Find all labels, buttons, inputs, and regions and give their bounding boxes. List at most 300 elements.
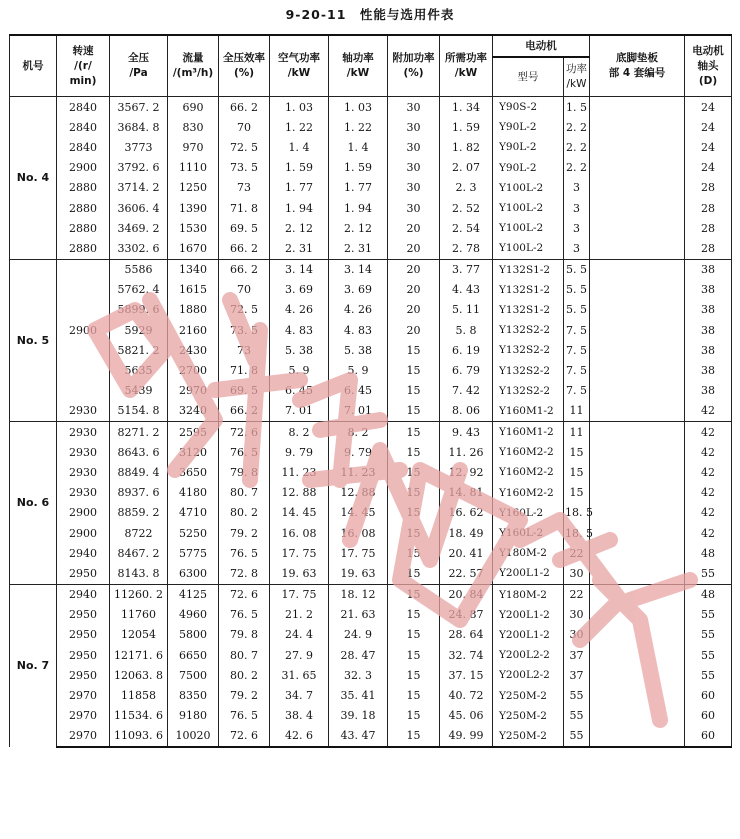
- cell-air: 27. 9: [270, 645, 329, 665]
- cell-eff: 66. 2: [219, 97, 270, 118]
- cell-shaft: 28. 47: [329, 645, 388, 665]
- cell-shaft-d: 60: [685, 685, 732, 705]
- cell-model: Y200L1-2: [493, 625, 564, 645]
- cell-eff: 80. 2: [219, 665, 270, 685]
- cell-flow: 6650: [168, 645, 219, 665]
- cell-speed: 2840: [57, 97, 110, 118]
- cell-shaft-d: 28: [685, 178, 732, 198]
- cell-model: Y160M1-2: [493, 422, 564, 443]
- cell-eff: 66. 2: [219, 259, 270, 280]
- performance-table: [9, 34, 732, 748]
- cell-base: [590, 381, 685, 401]
- cell-req: 1. 34: [440, 97, 493, 118]
- cell-air: 5. 9: [270, 360, 329, 380]
- table-row: [10, 259, 732, 280]
- table-row: [10, 706, 732, 726]
- cell-extra: 15: [388, 523, 440, 543]
- cell-speed: 2950: [57, 605, 110, 625]
- table-row: [10, 645, 732, 665]
- cell-pressure: 8643. 6: [110, 442, 168, 462]
- cell-base: [590, 665, 685, 685]
- cell-flow: 4180: [168, 483, 219, 503]
- cell-eff: 66. 2: [219, 238, 270, 259]
- cell-shaft-d: 55: [685, 665, 732, 685]
- cell-extra: 15: [388, 665, 440, 685]
- cell-shaft-d: 42: [685, 523, 732, 543]
- cell-mpower: 55: [564, 706, 590, 726]
- cell-req: 37. 15: [440, 665, 493, 685]
- cell-base: [590, 238, 685, 259]
- table-row: [10, 97, 732, 118]
- cell-shaft-d: 42: [685, 503, 732, 523]
- cell-model: Y90S-2: [493, 97, 564, 118]
- cell-pressure: 8271. 2: [110, 422, 168, 443]
- cell-req: 4. 43: [440, 280, 493, 300]
- cell-pressure: 3714. 2: [110, 178, 168, 198]
- cell-shaft-d: 48: [685, 584, 732, 605]
- cell-mpower: 55: [564, 726, 590, 747]
- cell-model: Y160L-2: [493, 523, 564, 543]
- cell-mpower: 37: [564, 645, 590, 665]
- cell-req: 28. 64: [440, 625, 493, 645]
- cell-flow: 5800: [168, 625, 219, 645]
- cell-speed: [57, 259, 110, 280]
- cell-shaft: 43. 47: [329, 726, 388, 747]
- header-base-plate: 底脚垫板 部 4 套编号: [590, 35, 685, 97]
- table-row: [10, 605, 732, 625]
- cell-air: 8. 2: [270, 422, 329, 443]
- cell-speed: [57, 381, 110, 401]
- cell-air: 12. 88: [270, 483, 329, 503]
- table-row: [10, 340, 732, 360]
- cell-mpower: 18. 5: [564, 523, 590, 543]
- cell-mpower: 30: [564, 605, 590, 625]
- cell-pressure: 3606. 4: [110, 198, 168, 218]
- group-3: [10, 422, 732, 585]
- cell-extra: 30: [388, 117, 440, 137]
- cell-base: [590, 360, 685, 380]
- cell-base: [590, 137, 685, 157]
- cell-flow: 1340: [168, 259, 219, 280]
- cell-air: 3. 14: [270, 259, 329, 280]
- group-4: [10, 584, 732, 747]
- cell-speed: 2950: [57, 645, 110, 665]
- cell-air: 16. 08: [270, 523, 329, 543]
- cell-req: 12. 92: [440, 462, 493, 482]
- cell-eff: 76. 5: [219, 706, 270, 726]
- cell-mpower: 5. 5: [564, 300, 590, 320]
- cell-model: Y200L2-2: [493, 645, 564, 665]
- cell-shaft-d: 38: [685, 340, 732, 360]
- cell-extra: 15: [388, 340, 440, 360]
- cell-shaft: 4. 26: [329, 300, 388, 320]
- cell-air: 9. 79: [270, 442, 329, 462]
- cell-flow: 2700: [168, 360, 219, 380]
- cell-shaft: 16. 08: [329, 523, 388, 543]
- header-efficiency: 全压效率 (%): [219, 35, 270, 97]
- cell-extra: 15: [388, 543, 440, 563]
- cell-eff: 72. 8: [219, 563, 270, 584]
- cell-base: [590, 625, 685, 645]
- cell-flow: 690: [168, 97, 219, 118]
- cell-req: 2. 54: [440, 218, 493, 238]
- cell-eff: 79. 2: [219, 523, 270, 543]
- table-row: [10, 685, 732, 705]
- cell-req: 16. 62: [440, 503, 493, 523]
- cell-speed: [57, 360, 110, 380]
- cell-eff: 76. 5: [219, 442, 270, 462]
- cell-eff: 69. 5: [219, 381, 270, 401]
- cell-model: Y180M-2: [493, 584, 564, 605]
- cell-air: 38. 4: [270, 706, 329, 726]
- cell-req: 5. 11: [440, 300, 493, 320]
- cell-pressure: 3469. 2: [110, 218, 168, 238]
- cell-shaft: 11. 23: [329, 462, 388, 482]
- cell-mpower: 37: [564, 665, 590, 685]
- cell-base: [590, 563, 685, 584]
- cell-mpower: 7. 5: [564, 360, 590, 380]
- cell-air: 24. 4: [270, 625, 329, 645]
- cell-shaft: 1. 94: [329, 198, 388, 218]
- cell-air: 1. 4: [270, 137, 329, 157]
- cell-req: 6. 79: [440, 360, 493, 380]
- cell-shaft: 8. 2: [329, 422, 388, 443]
- cell-shaft: 6. 45: [329, 381, 388, 401]
- cell-model: Y132S1-2: [493, 300, 564, 320]
- header-extra-power: 附加功率 (%): [388, 35, 440, 97]
- cell-req: 24. 87: [440, 605, 493, 625]
- cell-model: Y160M2-2: [493, 462, 564, 482]
- cell-air: 4. 83: [270, 320, 329, 340]
- cell-eff: 79. 8: [219, 625, 270, 645]
- cell-req: 2. 07: [440, 158, 493, 178]
- cell-base: [590, 706, 685, 726]
- cell-extra: 20: [388, 300, 440, 320]
- cell-shaft-d: 60: [685, 726, 732, 747]
- cell-base: [590, 300, 685, 320]
- cell-air: 19. 63: [270, 563, 329, 584]
- table-row: [10, 198, 732, 218]
- header-air-power: 空气功率 /kW: [270, 35, 329, 97]
- cell-shaft-d: 60: [685, 706, 732, 726]
- cell-req: 45. 06: [440, 706, 493, 726]
- table-row: [10, 300, 732, 320]
- table-row: [10, 117, 732, 137]
- cell-extra: 15: [388, 360, 440, 380]
- header-required-power: 所需功率 /kW: [440, 35, 493, 97]
- cell-model: Y90L-2: [493, 137, 564, 157]
- cell-pressure: 11093. 6: [110, 726, 168, 747]
- cell-pressure: 3567. 2: [110, 97, 168, 118]
- cell-model: Y132S2-2: [493, 360, 564, 380]
- cell-flow: 7500: [168, 665, 219, 685]
- cell-eff: 70: [219, 117, 270, 137]
- cell-speed: 2880: [57, 218, 110, 238]
- cell-air: 2. 31: [270, 238, 329, 259]
- cell-shaft-d: 38: [685, 360, 732, 380]
- cell-speed: [57, 340, 110, 360]
- table-row: [10, 503, 732, 523]
- cell-model: Y250M-2: [493, 685, 564, 705]
- cell-model: Y132S2-2: [493, 340, 564, 360]
- cell-shaft: 18. 12: [329, 584, 388, 605]
- cell-req: 5. 8: [440, 320, 493, 340]
- cell-shaft-d: 38: [685, 320, 732, 340]
- cell-model: Y160L-2: [493, 503, 564, 523]
- cell-mpower: 2. 2: [564, 158, 590, 178]
- cell-pressure: 5762. 4: [110, 280, 168, 300]
- cell-speed: 2950: [57, 563, 110, 584]
- cell-shaft-d: 55: [685, 645, 732, 665]
- cell-model: Y200L1-2: [493, 605, 564, 625]
- cell-pressure: 5899. 6: [110, 300, 168, 320]
- cell-base: [590, 401, 685, 422]
- cell-shaft: 24. 9: [329, 625, 388, 645]
- cell-speed: 2900: [57, 158, 110, 178]
- cell-speed: [57, 280, 110, 300]
- cell-flow: 3120: [168, 442, 219, 462]
- cell-air: 34. 7: [270, 685, 329, 705]
- cell-speed: 2940: [57, 584, 110, 605]
- cell-mpower: 2. 2: [564, 117, 590, 137]
- cell-mpower: 15: [564, 483, 590, 503]
- cell-extra: 15: [388, 584, 440, 605]
- cell-shaft-d: 28: [685, 238, 732, 259]
- cell-model: Y200L1-2: [493, 563, 564, 584]
- cell-extra: 15: [388, 685, 440, 705]
- cell-extra: 30: [388, 178, 440, 198]
- cell-speed: 2840: [57, 137, 110, 157]
- table-row: [10, 523, 732, 543]
- cell-pressure: 3302. 6: [110, 238, 168, 259]
- cell-base: [590, 158, 685, 178]
- machine-no-cell: No. 7: [10, 584, 57, 747]
- table-row: [10, 218, 732, 238]
- cell-flow: 4710: [168, 503, 219, 523]
- cell-extra: 15: [388, 401, 440, 422]
- cell-mpower: 22: [564, 543, 590, 563]
- cell-extra: 15: [388, 605, 440, 625]
- cell-pressure: 8467. 2: [110, 543, 168, 563]
- cell-shaft: 1. 59: [329, 158, 388, 178]
- cell-flow: 1530: [168, 218, 219, 238]
- cell-base: [590, 584, 685, 605]
- cell-eff: 79. 2: [219, 685, 270, 705]
- cell-flow: 4960: [168, 605, 219, 625]
- cell-pressure: 11858: [110, 685, 168, 705]
- cell-mpower: 7. 5: [564, 340, 590, 360]
- cell-pressure: 8937. 6: [110, 483, 168, 503]
- cell-eff: 71. 8: [219, 198, 270, 218]
- cell-shaft-d: 42: [685, 483, 732, 503]
- cell-air: 4. 26: [270, 300, 329, 320]
- cell-air: 31. 65: [270, 665, 329, 685]
- table-row: [10, 238, 732, 259]
- cell-extra: 20: [388, 280, 440, 300]
- cell-base: [590, 483, 685, 503]
- cell-air: 21. 2: [270, 605, 329, 625]
- cell-base: [590, 543, 685, 563]
- cell-eff: 72. 6: [219, 422, 270, 443]
- table-row: [10, 280, 732, 300]
- cell-shaft-d: 38: [685, 300, 732, 320]
- cell-speed: 2900: [57, 503, 110, 523]
- cell-eff: 80. 7: [219, 483, 270, 503]
- cell-air: 17. 75: [270, 584, 329, 605]
- cell-shaft-d: 24: [685, 137, 732, 157]
- table-row: [10, 726, 732, 747]
- group-2: [10, 259, 732, 422]
- cell-extra: 15: [388, 503, 440, 523]
- cell-pressure: 5929: [110, 320, 168, 340]
- header-motor-model: 型号: [493, 57, 564, 97]
- cell-req: 2. 3: [440, 178, 493, 198]
- machine-no-cell: No. 6: [10, 422, 57, 585]
- cell-req: 20. 84: [440, 584, 493, 605]
- cell-pressure: 8859. 2: [110, 503, 168, 523]
- table-row: [10, 320, 732, 340]
- cell-pressure: 3684. 8: [110, 117, 168, 137]
- cell-extra: 15: [388, 381, 440, 401]
- cell-extra: 15: [388, 625, 440, 645]
- cell-base: [590, 280, 685, 300]
- table-row: [10, 381, 732, 401]
- cell-speed: 2840: [57, 117, 110, 137]
- cell-model: Y132S1-2: [493, 259, 564, 280]
- cell-mpower: 18. 5: [564, 503, 590, 523]
- cell-air: 5. 38: [270, 340, 329, 360]
- cell-pressure: 11760: [110, 605, 168, 625]
- cell-model: Y90L-2: [493, 158, 564, 178]
- cell-speed: 2930: [57, 401, 110, 422]
- cell-eff: 80. 2: [219, 503, 270, 523]
- cell-speed: 2930: [57, 422, 110, 443]
- table-header: [10, 35, 732, 97]
- cell-flow: 2970: [168, 381, 219, 401]
- cell-shaft: 4. 83: [329, 320, 388, 340]
- cell-req: 2. 52: [440, 198, 493, 218]
- cell-req: 2. 78: [440, 238, 493, 259]
- cell-model: Y160M2-2: [493, 442, 564, 462]
- cell-air: 1. 77: [270, 178, 329, 198]
- cell-speed: 2930: [57, 462, 110, 482]
- cell-extra: 20: [388, 238, 440, 259]
- cell-extra: 30: [388, 97, 440, 118]
- cell-mpower: 7. 5: [564, 320, 590, 340]
- cell-extra: 15: [388, 563, 440, 584]
- cell-shaft: 3. 69: [329, 280, 388, 300]
- cell-shaft: 32. 3: [329, 665, 388, 685]
- cell-mpower: 11: [564, 422, 590, 443]
- cell-speed: 2880: [57, 178, 110, 198]
- cell-model: Y160M1-2: [493, 401, 564, 422]
- cell-flow: 1390: [168, 198, 219, 218]
- cell-flow: 3240: [168, 401, 219, 422]
- table-row: [10, 563, 732, 584]
- cell-shaft: 3. 14: [329, 259, 388, 280]
- cell-base: [590, 97, 685, 118]
- cell-flow: 970: [168, 137, 219, 157]
- machine-no-cell: No. 4: [10, 97, 57, 260]
- cell-air: 11. 23: [270, 462, 329, 482]
- cell-pressure: 5635: [110, 360, 168, 380]
- cell-base: [590, 422, 685, 443]
- cell-shaft-d: 38: [685, 259, 732, 280]
- cell-extra: 15: [388, 706, 440, 726]
- cell-model: Y180M-2: [493, 543, 564, 563]
- cell-pressure: 5154. 8: [110, 401, 168, 422]
- cell-shaft: 19. 63: [329, 563, 388, 584]
- cell-speed: 2880: [57, 238, 110, 259]
- table-row: [10, 584, 732, 605]
- header-speed: 转速 /(r/ min): [57, 35, 110, 97]
- cell-eff: 72. 5: [219, 137, 270, 157]
- cell-mpower: 3: [564, 238, 590, 259]
- cell-extra: 30: [388, 158, 440, 178]
- header-total-pressure: 全压 /Pa: [110, 35, 168, 97]
- cell-mpower: 30: [564, 563, 590, 584]
- cell-shaft-d: 38: [685, 381, 732, 401]
- cell-extra: 30: [388, 137, 440, 157]
- cell-air: 1. 94: [270, 198, 329, 218]
- table-row: [10, 137, 732, 157]
- cell-req: 1. 82: [440, 137, 493, 157]
- cell-req: 49. 99: [440, 726, 493, 747]
- table-row: [10, 462, 732, 482]
- cell-base: [590, 605, 685, 625]
- cell-speed: 2970: [57, 726, 110, 747]
- cell-flow: 9180: [168, 706, 219, 726]
- cell-model: Y132S2-2: [493, 381, 564, 401]
- cell-base: [590, 503, 685, 523]
- table-row: [10, 665, 732, 685]
- cell-mpower: 3: [564, 218, 590, 238]
- cell-shaft-d: 28: [685, 218, 732, 238]
- cell-eff: 70: [219, 280, 270, 300]
- cell-mpower: 3: [564, 178, 590, 198]
- cell-pressure: 3792. 6: [110, 158, 168, 178]
- cell-speed: 2930: [57, 483, 110, 503]
- cell-eff: 72. 6: [219, 726, 270, 747]
- cell-extra: 15: [388, 462, 440, 482]
- cell-eff: 66. 2: [219, 401, 270, 422]
- cell-req: 6. 19: [440, 340, 493, 360]
- cell-shaft: 14. 45: [329, 503, 388, 523]
- cell-extra: 15: [388, 645, 440, 665]
- cell-model: Y160M2-2: [493, 483, 564, 503]
- cell-extra: 15: [388, 422, 440, 443]
- cell-pressure: 3773: [110, 137, 168, 157]
- cell-req: 3. 77: [440, 259, 493, 280]
- cell-shaft: 1. 22: [329, 117, 388, 137]
- cell-flow: 2430: [168, 340, 219, 360]
- cell-speed: 2900: [57, 523, 110, 543]
- header-shaft-power: 轴功率 /kW: [329, 35, 388, 97]
- cell-req: 8. 06: [440, 401, 493, 422]
- cell-pressure: 12063. 8: [110, 665, 168, 685]
- cell-shaft-d: 42: [685, 462, 732, 482]
- cell-pressure: 11260. 2: [110, 584, 168, 605]
- cell-shaft-d: 38: [685, 280, 732, 300]
- cell-base: [590, 645, 685, 665]
- cell-model: Y132S1-2: [493, 280, 564, 300]
- cell-flow: 2595: [168, 422, 219, 443]
- cell-speed: 2900: [57, 320, 110, 340]
- cell-model: Y100L-2: [493, 198, 564, 218]
- cell-flow: 8350: [168, 685, 219, 705]
- cell-air: 42. 6: [270, 726, 329, 747]
- cell-base: [590, 259, 685, 280]
